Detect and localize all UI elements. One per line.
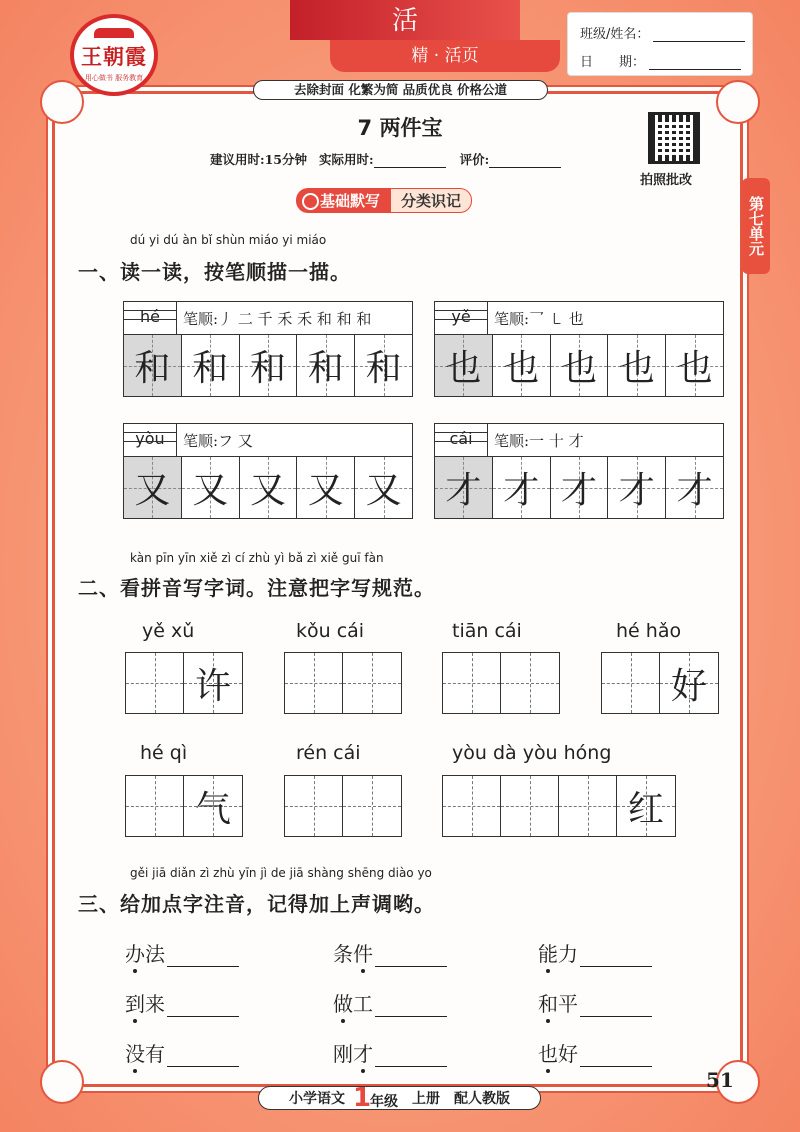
section1-pinyin: dú yi dú àn bǐ shùn miáo yi miáo [130,233,327,247]
practice-cell[interactable] [355,335,412,396]
annotate-word [538,988,652,1017]
character: 也 [618,348,655,389]
writing-cell[interactable] [285,653,343,713]
character: 和 [192,348,229,389]
word-char: 好 [558,1042,578,1066]
given-character: 许 [194,665,231,707]
actual-time-label: 实际用时: [319,152,374,167]
answer-blank[interactable] [375,1049,447,1067]
suggested-time: 建议用时:15分钟 [210,152,308,167]
writing-cell[interactable] [501,653,559,713]
annotate-word [333,1038,447,1067]
practice-cell[interactable] [297,457,355,518]
pinyin-label: yòu [135,429,165,448]
qr-label: 拍照批改 [640,173,693,188]
character: 又 [249,470,286,511]
practice-cell[interactable] [608,457,666,518]
given-character: 红 [627,788,664,830]
character: 和 [365,348,402,389]
footer-grade-number: 1 [353,1083,372,1113]
character: 又 [365,470,402,511]
class-name-label: 班级/姓名： [580,27,650,42]
character: 和 [249,348,286,389]
character: 和 [307,348,344,389]
pinyin-label: hé [140,307,160,326]
footer-subject: 小学语文 [289,1091,346,1107]
word-char: 件 [353,938,373,967]
character: 才 [676,470,713,511]
student-info-box [567,12,753,76]
word-pinyin: kǒu cái [296,620,365,642]
unit-tab: 第七单元 [742,178,770,274]
pinyin-label: yě [451,307,471,326]
character: 也 [503,348,540,389]
stroke-order: 笔顺:一 十 才 [494,431,584,450]
word-char: 法 [145,942,165,966]
writing-cell[interactable] [501,776,559,836]
practice-cell[interactable] [240,457,298,518]
pinyin-label: cái [449,429,473,448]
writing-cell[interactable] [126,653,184,713]
pinyin-box [124,302,177,334]
practice-cell[interactable] [666,335,723,396]
word-char: 到 [125,988,145,1017]
stroke-block [123,423,413,519]
corner-ornament [40,1060,84,1104]
writing-cell[interactable] [617,776,675,836]
writing-grid [601,652,719,714]
answer-blank[interactable] [580,949,652,967]
date-label: 日 期： [580,55,646,70]
crown-icon [94,28,134,38]
writing-grid [125,652,243,714]
word-char: 做 [333,988,353,1017]
annotate-word [333,938,447,967]
writing-grid [442,652,560,714]
word-char: 刚 [333,1042,353,1066]
word-char: 才 [353,1038,373,1067]
annotate-word [538,1038,652,1067]
word-pinyin: hé hǎo [616,620,682,642]
writing-cell[interactable] [343,653,401,713]
character: 才 [618,470,655,511]
answer-blank[interactable] [580,1049,652,1067]
practice-cell[interactable] [493,457,551,518]
footer-grade: 年级 [369,1094,398,1110]
section2-heading: 二、看拼音写字词。注意把字写规范。 [78,576,435,600]
given-character: 气 [194,788,231,830]
tag-basic-dictation: 基础默写 [296,188,390,213]
word-char: 也 [538,1038,558,1067]
practice-cell[interactable] [182,457,240,518]
brand-subtitle: 精 · 活页 [330,40,560,72]
footer-edition: 配人教版 [453,1091,510,1107]
character: 也 [445,348,482,389]
tag-classification: 分类识记 [390,188,472,213]
stroke-order: 笔顺:乛 ㇄ 也 [494,309,584,328]
writing-cell[interactable] [443,776,501,836]
practice-cell[interactable] [551,457,609,518]
practice-cell[interactable] [182,335,240,396]
annotate-word [125,938,239,967]
annotate-word [125,1038,239,1067]
section1-heading: 一、读一读，按笔顺描一描。 [78,260,351,284]
writing-cell[interactable] [602,653,660,713]
word-pinyin: yě xǔ [142,620,195,642]
pinyin-box [435,302,488,334]
pinyin-box [435,424,488,456]
practice-cell[interactable] [666,457,723,518]
footer-term: 上册 [411,1091,440,1107]
writing-cell[interactable] [126,776,184,836]
writing-grid [284,775,402,837]
writing-grid [125,775,243,837]
practice-cell[interactable] [124,335,182,396]
logo-text: 王朝霞 [81,44,147,69]
writing-cell[interactable] [660,653,718,713]
character: 也 [560,348,597,389]
word-char: 条 [333,942,353,966]
character: 又 [192,470,229,511]
writing-grid [442,775,676,837]
answer-blank[interactable] [167,999,239,1017]
practice-cell[interactable] [608,335,666,396]
practice-cell[interactable] [551,335,609,396]
writing-cell[interactable] [343,776,401,836]
word-char: 工 [353,992,373,1016]
lesson-title: 7 两件宝 [357,116,443,140]
practice-cell[interactable] [355,457,412,518]
word-char: 来 [145,992,165,1016]
answer-blank[interactable] [375,999,447,1017]
page-number: 51 [706,1068,734,1092]
answer-blank[interactable] [580,999,652,1017]
stroke-header [435,302,723,335]
qr-code-icon[interactable] [648,112,700,164]
footer-badge [258,1083,541,1113]
writing-grid [284,652,402,714]
annotate-word [333,988,447,1017]
score-label: 评价: [459,152,490,167]
section3-heading: 三、给加点字注音，记得加上声调哟。 [78,892,435,916]
word-char: 平 [558,992,578,1016]
practice-cell[interactable] [435,457,493,518]
writing-cell[interactable] [443,653,501,713]
section3-pinyin: gěi jiā diǎn zì zhù yīn jì de jiā shàng shēng diào yo [130,866,432,880]
stroke-order: 笔顺:フ 又 [183,431,253,450]
word-char: 和 [538,988,558,1017]
writing-cell[interactable] [184,653,242,713]
stroke-header [124,424,412,457]
writing-cell[interactable] [285,776,343,836]
annotate-word [538,938,652,967]
character: 又 [307,470,344,511]
character: 才 [503,470,540,511]
given-character: 好 [670,665,707,707]
character: 才 [560,470,597,511]
writing-cell[interactable] [559,776,617,836]
character: 也 [676,348,713,389]
stroke-block [434,301,724,397]
actual-time-field[interactable] [374,154,446,168]
word-char: 能 [538,938,558,967]
section-tags [296,188,472,213]
answer-blank[interactable] [375,949,447,967]
slogan: 去除封面 化繁为简 品质优良 价格公道 [253,80,548,100]
date-field[interactable] [649,56,741,70]
stroke-block [123,301,413,397]
class-name-field[interactable] [653,28,745,42]
word-char: 办 [125,938,145,967]
word-pinyin: yòu dà yòu hóng [452,742,612,764]
answer-blank[interactable] [167,949,239,967]
answer-blank[interactable] [167,1049,239,1067]
stroke-header [435,424,723,457]
annotate-word [125,988,239,1017]
section2-pinyin: kàn pīn yīn xiě zì cí zhù yì bǎ zì xiě guī fàn [130,551,384,565]
word-pinyin: rén cái [296,742,361,764]
logo-subtext: 用心做书 服务教育 [84,73,144,82]
character: 才 [445,470,482,511]
pinyin-box [124,424,177,456]
character: 和 [134,348,171,389]
practice-cell[interactable] [435,335,493,396]
word-char: 力 [558,942,578,966]
word-char: 有 [145,1042,165,1066]
time-row [210,150,561,168]
writing-cell[interactable] [184,776,242,836]
stroke-block [434,423,724,519]
score-field[interactable] [489,154,561,168]
practice-cell[interactable] [124,457,182,518]
stroke-order: 笔顺:丿 二 千 禾 禾 和 和 和 [183,309,372,328]
word-pinyin: tiān cái [452,620,522,642]
practice-cell[interactable] [493,335,551,396]
practice-cell[interactable] [297,335,355,396]
word-pinyin: hé qì [140,742,188,764]
publisher-logo [70,14,158,96]
practice-cell[interactable] [240,335,298,396]
character: 又 [134,470,171,511]
brand-banner: 活 [290,0,520,40]
word-char: 没 [125,1038,145,1067]
stroke-header [124,302,412,335]
